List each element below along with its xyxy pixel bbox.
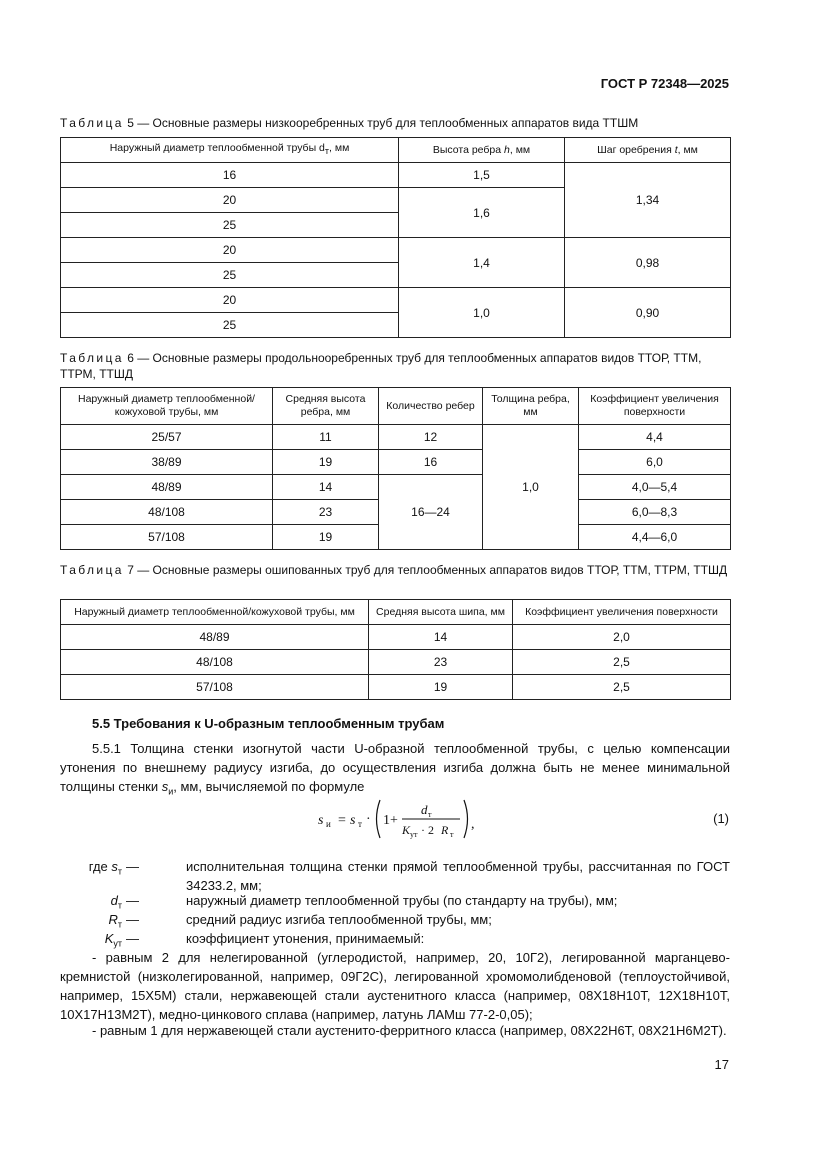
formula-den-r: R [441,823,449,837]
where-item-kut [60,929,730,948]
formula-left-paren [377,800,381,838]
table-cell: 20 [61,288,399,313]
table7-header-coefficient: Коэффициент увеличения поверхности [513,600,731,625]
table-cell: 2,0 [513,625,731,650]
formula-s: s [350,813,356,828]
table-cell: 1,0 [483,425,579,550]
table-cell: 57/108 [61,675,369,700]
table-cell: 1,4 [399,238,565,288]
table-cell: 48/89 [61,625,369,650]
formula-lhs: s [318,813,324,828]
table6-header-rib-count: Количество ребер [379,388,483,425]
table7 [60,599,731,700]
where-symbol: где $s_т$ [88,859,122,877]
document-code: ГОСТ Р 72348—2025 [600,76,729,91]
table7-caption [60,562,730,578]
page-number: 17 [714,1057,729,1072]
paragraph-5-5-1: 5.5.1 Толщина стенки изогнутой части U-образной теплообменной трубы, с целью компенсации утонения по внешнему радиусу изгиба, до осуществления изгиба должна быть не менее минимальной толщины стенки $s_и$, мм, вычисляемой по формуле [60,741,730,797]
formula-number: (1) [713,811,729,826]
where-item-rt [60,910,730,929]
table7-caption-text: 7 — Основные размеры ошипованных труб для теплообменных аппаратов видов ТТОР, ТТМ, ТТРМ, ТТШД [127,563,728,577]
formula-den-mid: · 2 [421,823,434,837]
where-dash: — [126,893,139,908]
table-cell: 11 [273,425,379,450]
table-cell: 4,0—5,4 [579,475,731,500]
section-title: 5.5 Требования к U-образным теплообменным трубам [92,716,445,731]
formula-dot: · [366,812,371,827]
table6-caption [60,350,730,382]
table-cell: 2,5 [513,675,731,700]
where-dash: — [126,912,139,927]
table-cell: 14 [369,625,513,650]
table5-caption-text: 5 — Основные размеры низкооребренных труб для теплообменных аппаратов вида ТТШМ [127,116,639,130]
where-text: коэффициент утонения, принимаемый: [186,931,425,946]
table-cell: 23 [369,650,513,675]
formula-den-r-sub: т [450,830,454,839]
table7-header-stud-height: Средняя высота шипа, мм [369,600,513,625]
where-dash: — [126,931,139,946]
table-cell: 48/108 [61,500,273,525]
where-symbol: $d_т$ [110,893,122,911]
where-text: средний радиус изгиба теплообменной трубы, мм; [186,912,492,927]
table-cell: 0,98 [565,238,731,288]
table5-header-pitch: Шаг оребрения t, мм [565,138,731,163]
table-cell: 20 [61,238,399,263]
table-cell: 19 [369,675,513,700]
table5-label: Таблица [60,116,124,130]
table-cell: 6,0—8,3 [579,500,731,525]
formula-num: d [421,802,428,817]
table7-label: Таблица [60,563,124,577]
table-cell: 25 [61,263,399,288]
table-cell: 6,0 [579,450,731,475]
table-cell: 4,4—6,0 [579,525,731,550]
where-item-st [60,857,730,895]
where-symbol: $R_т$ [108,912,122,930]
table-cell: 20 [61,188,399,213]
formula-1 [318,796,478,842]
table-cell: 25 [61,313,399,338]
table-cell: 1,5 [399,163,565,188]
table5 [60,137,731,338]
table-cell: 48/89 [61,475,273,500]
where-symbol: $K_{ут}$ [104,931,122,949]
table-cell: 48/108 [61,650,369,675]
formula-eq: = [338,813,346,828]
formula-num-sub: т [428,810,432,819]
formula-one: 1+ [383,813,398,828]
table-cell: 57/108 [61,525,273,550]
table-cell: 19 [273,525,379,550]
formula-comma: , [471,817,475,832]
formula-den-k-sub: ут [410,830,418,839]
table-cell: 25/57 [61,425,273,450]
table5-header-diameter: Наружный диаметр теплообменной трубы $d_т$, мм [61,138,399,163]
table-cell: 23 [273,500,379,525]
table-cell: 16 [379,450,483,475]
table-cell: 19 [273,450,379,475]
table-cell: 16 [61,163,399,188]
where-item-dt [60,891,730,910]
table-cell: 1,6 [399,188,565,238]
table-cell: 4,4 [579,425,731,450]
table-cell: 38/89 [61,450,273,475]
bullet-item: - равным 1 для нержавеющей стали аустенито-ферритного класса (например, 08Х22Н6Т, 08Х21Н6М2Т). [92,1023,727,1038]
formula-lhs-sub: и [326,819,331,829]
table-cell: 1,0 [399,288,565,338]
table-cell: 1,34 [565,163,731,238]
table-cell: 16—24 [379,475,483,550]
table6 [60,387,731,550]
formula-right-paren [464,800,468,838]
table-cell: 12 [379,425,483,450]
where-dash: — [126,859,139,874]
table-cell: 0,90 [565,288,731,338]
table-cell: 25 [61,213,399,238]
table6-label: Таблица [60,351,124,365]
table6-header-coefficient: Коэффициент увеличения поверхности [579,388,731,425]
formula-den-k: K [402,823,411,837]
where-text: исполнительная толщина стенки прямой теплообменной трубы, рассчитанная по ГОСТ 34233.2, мм; [186,859,730,893]
table6-header-diameter: Наружный диаметр теплообменной/ кожуховой трубы, мм [61,388,273,425]
table7-header-diameter: Наружный диаметр теплообменной/кожуховой трубы, мм [61,600,369,625]
bullet-item: - равным 2 для нелегированной (углеродистой, например, 20, 10Г2), легированной марганцево-кремнистой (низколегированной, например, 09Г2С), легированной хромомолибденовой (теплоустойчивой, например, 15Х5М) стали, нержавеющей стали аустенитного класса (например, 08Х18Н10Т, 12Х18Н10Т, 10Х17Н13М2Т), медно-цинкового сплава (например, латунь ЛАМш 77-2-0,05); [60,950,730,1022]
table6-caption-text: 6 — Основные размеры продольнооребренных труб для теплообменных аппаратов видов ТТОР, ТТМ, ТТРМ, ТТШД [60,351,702,381]
formula-s-sub: т [358,819,362,829]
table6-header-rib-thickness: Толщина ребра, мм [483,388,579,425]
table-cell: 14 [273,475,379,500]
where-text: наружный диаметр теплообменной трубы (по стандарту на трубы), мм; [186,893,618,908]
table5-header-height: Высота ребра h, мм [399,138,565,163]
table6-header-rib-height: Средняя высота ребра, мм [273,388,379,425]
table5-caption [60,115,730,131]
table-cell: 2,5 [513,650,731,675]
